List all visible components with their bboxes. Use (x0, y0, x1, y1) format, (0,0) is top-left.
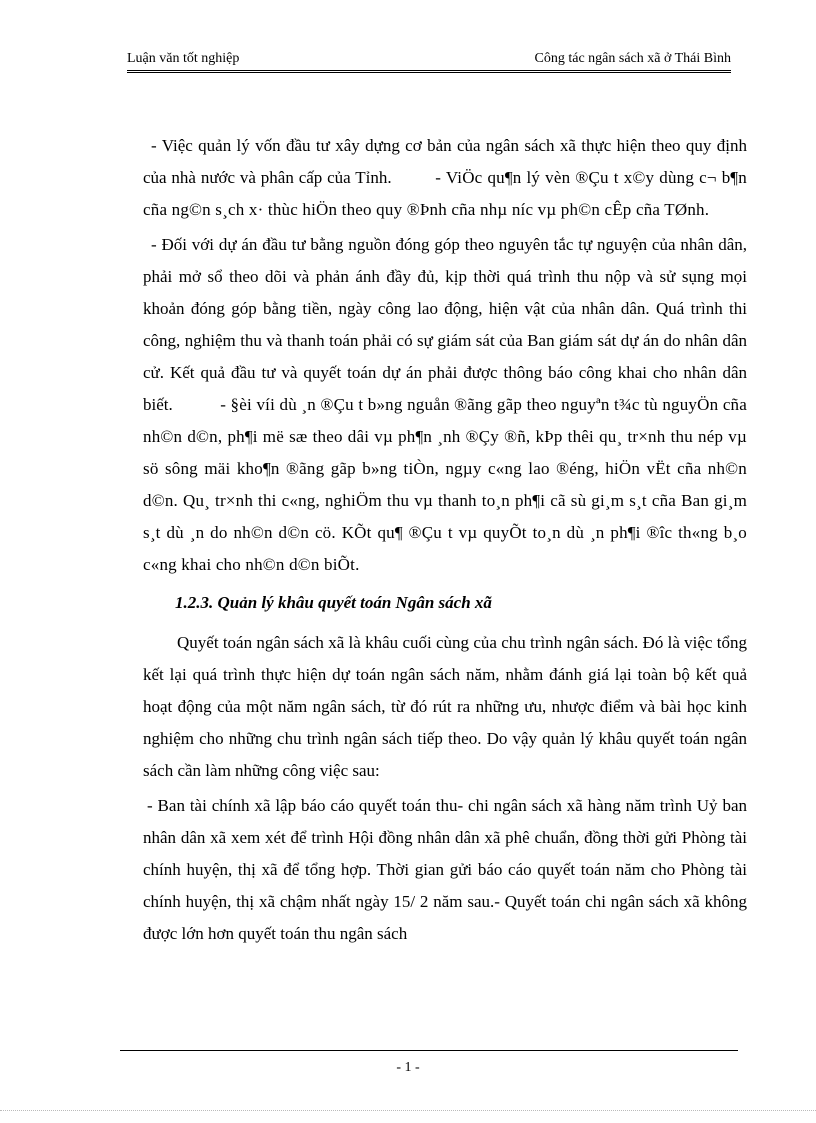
paragraph-1-legacy-text: - ViÖc qu¶n lý vèn ®Çu t x©y dùng c¬ b¶n cña ng©n s¸ch x· thùc hiÖn theo quy ®Þnh cña nhµ níc vµ ph©n cÊp cña TØnh. (143, 168, 748, 219)
paragraph-2-text: - Đối với dự án đầu tư bằng nguồn đóng góp theo nguyên tắc tự nguyện của nhân dân, phải mở sổ theo dõi và phản ánh đầy đủ, kịp thời quá trình thu nộp và sử sụng mọi khoản đóng góp bằng tiền, ngày công lao động, hiện vật của nhân dân. Quá trình thi công, nghiệm thu và thanh toán phải có sự giám sát của Ban giám sát dự án do nhân dân cử. Kết quả đầu tư và quyết toán dự án phải được thông báo công khai cho nhân dân biết. (143, 235, 747, 414)
page-number: - 1 - (396, 1060, 420, 1075)
document-body (143, 130, 747, 953)
page-edge (0, 1110, 816, 1111)
paragraph-4: - Ban tài chính xã lập báo cáo quyết toán thu- chi ngân sách xã hàng năm trình Uỷ ban nhân dân xã xem xét để trình Hội đồng nhân dân xã phê chuẩn, đồng thời gửi Phòng tài chính huyện, thị xã để tổng hợp. Thời gian gửi báo cáo quyết toán năm cho Phòng tài chính huyện, thị xã chậm nhất ngày 15/ 2 năm sau.- Quyết toán chi ngân sách xã không được lớn hơn quyết toán thu ngân sách (143, 796, 747, 943)
paragraph-1 (143, 130, 747, 226)
paragraph-1-text: - Việc quản lý vốn đầu tư xây dựng cơ bản của ngân sách xã thực hiện theo quy định của nhà nước và phân cấp của Tỉnh. (143, 136, 747, 187)
paragraph-2 (143, 229, 747, 581)
footer-rule (120, 1050, 738, 1051)
paragraph-2-legacy-text: - §èi víi dù ¸n ®Çu t b»ng nguån ®ãng gãp theo nguyªn t¾c tù nguyÖn cña nh©n d©n, ph¶i më sæ theo dâi vµ ph¶n ¸nh ®Çy ®ñ, kÞp thêi qu¸ tr×nh thu nép vµ sö sông mäi kho¶n ®ãng gãp b»ng tiÒn, ngµy c«ng lao ®éng, hiÖn vËt cña nh©n d©n. Qu¸ tr×nh thi c«ng, nghiÖm thu vµ thanh to¸n ph¶i cã sù gi¸m s¸t cña Ban gi¸m s¸t dù ¸n do nh©n d©n cö. KÕt qu¶ ®Çu t vµ quyÕt to¸n dù ¸n ph¶i ®îc th«ng b¸o c«ng khai cho nh©n d©n biÕt. (143, 395, 748, 574)
page-header (127, 50, 731, 73)
header-thesis-label: Luận văn tốt nghiệp (127, 51, 240, 66)
header-topic-label: Công tác ngân sách xã ở Thái Bình (534, 51, 731, 66)
paragraph-3: Quyết toán ngân sách xã là khâu cuối cùng của chu trình ngân sách. Đó là việc tổng kết lại quá trình thực hiện dự toán ngân sách năm, nhằm đánh giá lại toàn bộ kết quả hoạt động của một năm ngân sách, từ đó rút ra những ưu, nhược điểm và bài học kinh nghiệm cho những chu trình ngân sách tiếp theo. Do vậy quản lý khâu quyết toán ngân sách cần làm những công việc sau: (143, 633, 747, 780)
section-heading: 1.2.3. Quản lý khâu quyết toán Ngân sách xã (175, 593, 492, 612)
